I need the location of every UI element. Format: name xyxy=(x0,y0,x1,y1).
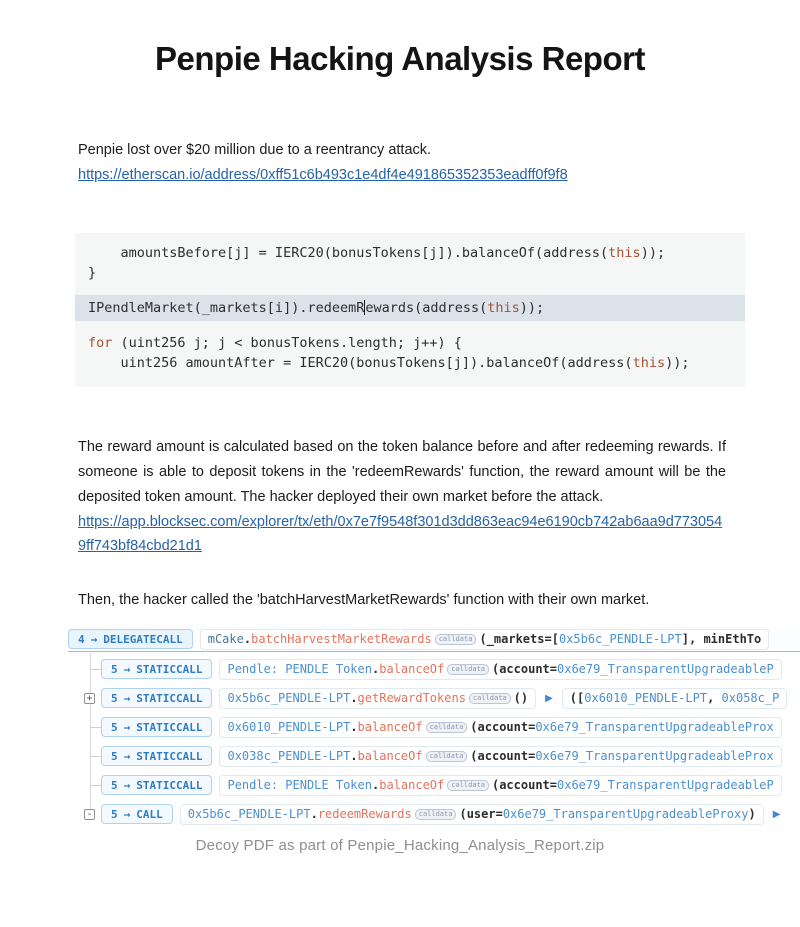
arrow-right-icon: → xyxy=(123,691,131,705)
text-segment: this xyxy=(487,300,520,317)
tree-stub-line xyxy=(90,785,101,786)
call-depth: 5 xyxy=(111,662,118,676)
text-segment: this xyxy=(632,355,666,372)
call-pill xyxy=(101,804,173,824)
arrow-right-icon: → xyxy=(123,807,131,821)
call-pill xyxy=(101,688,212,708)
text-segment: [ xyxy=(551,632,559,647)
call-type: STATICCALL xyxy=(136,778,203,792)
code-blank-line xyxy=(88,321,739,333)
text-segment: account= xyxy=(499,778,557,793)
text-segment: for xyxy=(88,335,113,352)
text-segment: } xyxy=(88,265,97,282)
arrow-right-icon: → xyxy=(123,749,131,763)
explanation-paragraph: The reward amount is calculated based on the token balance before and after redeeming rewards. If someone is able to deposit tokens in the 'redeemRewards' function, the reward amount will be the deposited token amount. The hacker deployed their own market before the attack. xyxy=(78,439,726,506)
call-depth: 4 xyxy=(78,632,85,646)
tree-gutter xyxy=(65,756,101,757)
intro-paragraph: Penpie lost over $20 million due to a reentrancy attack. xyxy=(78,142,432,159)
call-detail xyxy=(219,659,781,680)
call-trace-table xyxy=(65,627,800,831)
text-segment: )); xyxy=(519,300,545,317)
trace-row-staticcall xyxy=(65,686,800,710)
call-pill xyxy=(101,659,212,679)
text-segment: balanceOf xyxy=(379,778,445,793)
trace-row-staticcall xyxy=(65,657,800,681)
tree-gutter xyxy=(65,693,101,704)
text-segment: balanceOf xyxy=(357,720,423,735)
text-segment: Pendle: PENDLE Token xyxy=(227,778,372,793)
call-detail xyxy=(219,688,536,709)
calldata-badge: calldata xyxy=(426,722,468,733)
text-segment: 0x5b6c_PENDLE-LPT xyxy=(227,691,351,706)
tree-stub-line xyxy=(90,756,101,757)
text-segment: 0x6e79_TransparentUpgradeableProx xyxy=(535,720,774,735)
text-segment: 0x6e79_TransparentUpgradeableProx xyxy=(535,749,774,764)
trace-row-call xyxy=(65,802,800,826)
call-pill xyxy=(101,775,212,795)
text-segment: ( xyxy=(491,778,500,793)
expand-plus-icon[interactable]: + xyxy=(84,693,95,704)
text-segment: balanceOf xyxy=(379,662,445,677)
text-segment: 0x6e79_TransparentUpgradeableP xyxy=(557,778,774,793)
etherscan-link[interactable]: https://etherscan.io/address/0xff51c6b493c1e4df4e491865352353eadff0f9f8 xyxy=(78,167,568,184)
code-line xyxy=(88,263,739,283)
trace-row-delegatecall xyxy=(68,627,800,652)
text-segment: batchHarvestMarketRewards xyxy=(251,632,432,647)
calldata-badge: calldata xyxy=(447,664,489,675)
text-segment: balanceOf xyxy=(357,749,423,764)
text-segment: . xyxy=(310,807,318,822)
arrow-right-icon: → xyxy=(123,720,131,734)
blocksec-explorer-link[interactable]: https://app.blocksec.com/explorer/tx/eth/0x7e7f9548f301d3dd863eac94e6190cb742ab6aa9d7730549ff743bf84cbd21d1 xyxy=(78,514,723,555)
text-segment: )); xyxy=(665,355,690,372)
code-line xyxy=(88,353,739,373)
text-segment: . xyxy=(350,720,358,735)
text-segment: 0x5b6c_PENDLE-LPT xyxy=(187,807,311,822)
text-segment: ], xyxy=(681,632,704,647)
return-arrow-icon: ▶ xyxy=(772,808,781,820)
text-segment: 0x6e79_TransparentUpgradeableProxy xyxy=(502,807,749,822)
arrow-right-icon: → xyxy=(123,662,131,676)
return-arrow-icon: ▶ xyxy=(545,692,553,704)
call-type: STATICCALL xyxy=(136,720,203,734)
page-title: Penpie Hacking Analysis Report xyxy=(155,40,645,78)
trace-row-staticcall xyxy=(65,715,800,739)
text-segment: uint256 amountAfter = IERC20(bonusTokens[j]).balanceOf(address( xyxy=(88,355,633,372)
text-segment: IPendleMarket(_markets[i]).redeemR xyxy=(88,300,365,317)
calldata-badge: calldata xyxy=(469,693,511,704)
text-segment: ( xyxy=(491,662,500,677)
call-detail xyxy=(219,717,781,738)
text-segment: ( xyxy=(459,807,467,822)
call-type: STATICCALL xyxy=(136,691,203,705)
text-segment: () xyxy=(513,691,529,706)
text-segment: (uint256 j; j < bonusTokens.length; j++) { xyxy=(112,335,462,352)
calldata-badge: calldata xyxy=(447,780,489,791)
call-pill xyxy=(101,746,212,766)
text-segment: . xyxy=(350,749,358,764)
code-highlighted-line xyxy=(75,295,745,321)
text-segment: . xyxy=(350,691,358,706)
text-segment: ( xyxy=(479,632,487,647)
figure-caption: Decoy PDF as part of Penpie_Hacking_Analysis_Report.zip xyxy=(195,837,605,855)
text-segment: 0x6010_PENDLE-LPT xyxy=(584,691,708,706)
call-detail xyxy=(180,804,764,825)
text-segment: redeemRewards xyxy=(317,807,412,822)
arrow-right-icon: → xyxy=(123,778,131,792)
tree-stub-line xyxy=(90,669,101,670)
arrow-right-icon: → xyxy=(90,632,98,646)
call-type: STATICCALL xyxy=(136,749,203,763)
text-segment: 0x058c_P xyxy=(721,691,780,706)
text-segment: amountsBefore[j] = IERC20(bonusTokens[j]).balanceOf(address( xyxy=(88,245,609,262)
text-segment: 0x6010_PENDLE-LPT xyxy=(227,720,351,735)
call-detail xyxy=(200,629,770,650)
tree-gutter xyxy=(65,727,101,728)
code-snippet xyxy=(75,233,745,387)
text-segment: . xyxy=(371,662,380,677)
collapse-minus-icon[interactable]: - xyxy=(84,809,95,820)
calldata-badge: calldata xyxy=(435,634,477,645)
code-blank-line xyxy=(88,283,739,295)
text-segment: 0x038c_PENDLE-LPT xyxy=(227,749,351,764)
call-depth: 5 xyxy=(111,720,118,734)
call-pill xyxy=(101,717,212,737)
calldata-badge: calldata xyxy=(426,751,468,762)
tree-gutter xyxy=(65,809,101,820)
return-value xyxy=(562,688,788,709)
call-depth: 5 xyxy=(111,749,118,763)
text-segment: 0x5b6c_PENDLE-LPT xyxy=(558,632,682,647)
text-segment: _markets= xyxy=(486,632,552,647)
text-segment: ewards(address( xyxy=(365,300,488,317)
call-type: STATICCALL xyxy=(136,662,203,676)
call-pill xyxy=(68,629,193,649)
text-segment: ([ xyxy=(569,691,585,706)
text-segment: Pendle: PENDLE Token xyxy=(227,662,372,677)
trace-row-staticcall xyxy=(65,744,800,768)
tree-gutter xyxy=(65,785,101,786)
call-depth: 5 xyxy=(111,778,118,792)
then-paragraph: Then, the hacker called the 'batchHarvestMarketRewards' function with their own market. xyxy=(78,592,650,609)
text-segment: user= xyxy=(466,807,503,822)
code-line xyxy=(88,333,739,353)
text-segment: )); xyxy=(640,245,666,262)
text-segment: ( xyxy=(470,720,478,735)
code-line xyxy=(88,243,739,263)
call-detail xyxy=(219,775,781,796)
text-segment: this xyxy=(608,245,641,262)
text-segment: , xyxy=(707,691,722,706)
text-segment: account= xyxy=(477,720,536,735)
text-segment: 0x6e79_TransparentUpgradeableP xyxy=(557,662,774,677)
text-segment: ( xyxy=(470,749,478,764)
text-segment: . xyxy=(371,778,380,793)
text-segment: account= xyxy=(477,749,536,764)
text-segment: mCake xyxy=(207,632,244,647)
pdf-page xyxy=(0,22,800,854)
trace-row-staticcall xyxy=(65,773,800,797)
call-detail xyxy=(219,746,781,767)
call-type: CALL xyxy=(136,807,163,821)
text-segment: minEthTo xyxy=(703,632,762,647)
tree-stub-line xyxy=(90,727,101,728)
call-depth: 5 xyxy=(111,691,118,705)
tree-gutter xyxy=(65,669,101,670)
calldata-badge: calldata xyxy=(415,809,457,820)
text-segment: account= xyxy=(499,662,557,677)
text-segment: . xyxy=(243,632,252,647)
text-segment: getRewardTokens xyxy=(357,691,466,706)
call-depth: 5 xyxy=(111,807,118,821)
call-type: DELEGATECALL xyxy=(103,632,183,646)
text-segment: ) xyxy=(748,807,756,822)
